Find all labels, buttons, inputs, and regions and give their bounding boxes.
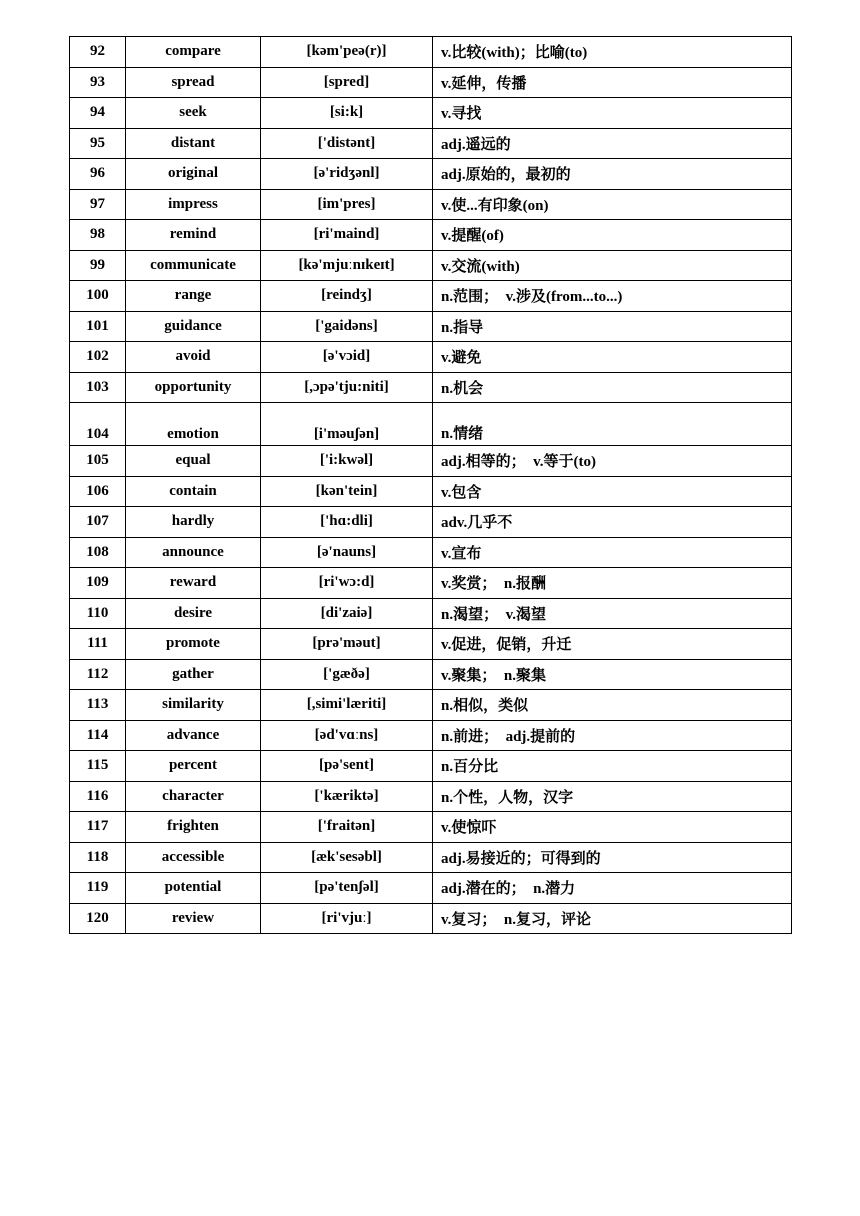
entry-word: seek — [126, 98, 261, 129]
entry-meaning: v.延伸，传播 — [433, 67, 792, 98]
entry-word: avoid — [126, 342, 261, 373]
entry-word: potential — [126, 873, 261, 904]
entry-phonetic: [spred] — [261, 67, 433, 98]
entry-number: 113 — [70, 690, 126, 721]
table-row — [70, 281, 792, 312]
entry-phonetic: [i'məuʃən] — [261, 403, 433, 446]
table-row — [70, 659, 792, 690]
entry-number: 105 — [70, 446, 126, 477]
entry-phonetic: [ri'wɔ:d] — [261, 568, 433, 599]
entry-meaning: adj.相等的； v.等于(to) — [433, 446, 792, 477]
entry-meaning: v.聚集； n.聚集 — [433, 659, 792, 690]
table-row — [70, 403, 792, 446]
entry-phonetic: [ri'vjuː] — [261, 903, 433, 934]
entry-word: accessible — [126, 842, 261, 873]
entry-meaning: v.包含 — [433, 476, 792, 507]
table-row — [70, 751, 792, 782]
entry-number: 97 — [70, 189, 126, 220]
entry-meaning: v.比较(with)；比喻(to) — [433, 37, 792, 68]
entry-meaning: n.百分比 — [433, 751, 792, 782]
entry-phonetic: ['distənt] — [261, 128, 433, 159]
entry-phonetic: [kəm'peə(r)] — [261, 37, 433, 68]
entry-word: contain — [126, 476, 261, 507]
entry-meaning: v.交流(with) — [433, 250, 792, 281]
entry-word: communicate — [126, 250, 261, 281]
entry-number: 111 — [70, 629, 126, 660]
entry-word: character — [126, 781, 261, 812]
entry-number: 120 — [70, 903, 126, 934]
entry-phonetic: [,ɔpə'tju:niti] — [261, 372, 433, 403]
entry-number: 107 — [70, 507, 126, 538]
entry-meaning: v.使惊吓 — [433, 812, 792, 843]
entry-meaning: v.提醒(of) — [433, 220, 792, 251]
entry-number: 93 — [70, 67, 126, 98]
entry-phonetic: [si:k] — [261, 98, 433, 129]
entry-phonetic: [pə'tenʃəl] — [261, 873, 433, 904]
table-row — [70, 812, 792, 843]
entry-meaning: n.范围； v.涉及(from...to...) — [433, 281, 792, 312]
entry-phonetic: [reindʒ] — [261, 281, 433, 312]
entry-meaning: n.机会 — [433, 372, 792, 403]
entry-meaning: v.奖赏； n.报酬 — [433, 568, 792, 599]
entry-meaning: n.情绪 — [433, 403, 792, 446]
entry-phonetic: [kən'tein] — [261, 476, 433, 507]
entry-meaning: v.促进，促销，升迁 — [433, 629, 792, 660]
entry-number: 118 — [70, 842, 126, 873]
entry-word: spread — [126, 67, 261, 98]
entry-word: review — [126, 903, 261, 934]
entry-meaning: n.个性，人物，汉字 — [433, 781, 792, 812]
entry-meaning: n.指导 — [433, 311, 792, 342]
entry-phonetic: ['kæriktə] — [261, 781, 433, 812]
entry-number: 112 — [70, 659, 126, 690]
entry-phonetic: [di'zaiə] — [261, 598, 433, 629]
table-row — [70, 781, 792, 812]
table-row — [70, 873, 792, 904]
table-row — [70, 629, 792, 660]
table-row — [70, 67, 792, 98]
table-row — [70, 311, 792, 342]
entry-meaning: n.渴望； v.渴望 — [433, 598, 792, 629]
entry-word: opportunity — [126, 372, 261, 403]
vocabulary-table — [69, 36, 792, 934]
entry-number: 104 — [70, 403, 126, 446]
entry-number: 106 — [70, 476, 126, 507]
entry-phonetic: ['gæðə] — [261, 659, 433, 690]
entry-phonetic: [ə'ridʒənl] — [261, 159, 433, 190]
entry-phonetic: [ə'nauns] — [261, 537, 433, 568]
entry-number: 117 — [70, 812, 126, 843]
entry-meaning: n.相似，类似 — [433, 690, 792, 721]
entry-number: 109 — [70, 568, 126, 599]
entry-word: hardly — [126, 507, 261, 538]
entry-phonetic: [ri'maind] — [261, 220, 433, 251]
table-row — [70, 842, 792, 873]
entry-phonetic: [əd'vɑːns] — [261, 720, 433, 751]
entry-meaning: v.宣布 — [433, 537, 792, 568]
entry-word: announce — [126, 537, 261, 568]
entry-word: emotion — [126, 403, 261, 446]
entry-number: 96 — [70, 159, 126, 190]
table-row — [70, 720, 792, 751]
entry-word: reward — [126, 568, 261, 599]
entry-number: 116 — [70, 781, 126, 812]
entry-number: 103 — [70, 372, 126, 403]
entry-number: 119 — [70, 873, 126, 904]
entry-word: guidance — [126, 311, 261, 342]
entry-number: 102 — [70, 342, 126, 373]
entry-number: 99 — [70, 250, 126, 281]
vocabulary-table-body — [70, 37, 792, 934]
entry-number: 94 — [70, 98, 126, 129]
table-row — [70, 568, 792, 599]
entry-word: gather — [126, 659, 261, 690]
entry-word: frighten — [126, 812, 261, 843]
entry-word: desire — [126, 598, 261, 629]
entry-meaning: adv.几乎不 — [433, 507, 792, 538]
entry-meaning: adj.易接近的；可得到的 — [433, 842, 792, 873]
entry-meaning: adj.原始的，最初的 — [433, 159, 792, 190]
table-row — [70, 98, 792, 129]
table-row — [70, 598, 792, 629]
entry-meaning: v.使...有印象(on) — [433, 189, 792, 220]
entry-meaning: v.寻找 — [433, 98, 792, 129]
table-row — [70, 37, 792, 68]
entry-word: range — [126, 281, 261, 312]
entry-phonetic: [prə'məut] — [261, 629, 433, 660]
table-row — [70, 342, 792, 373]
entry-number: 108 — [70, 537, 126, 568]
entry-phonetic: [kə'mjuːnɪkeɪt] — [261, 250, 433, 281]
entry-meaning: adj.潜在的； n.潜力 — [433, 873, 792, 904]
entry-phonetic: ['fraitən] — [261, 812, 433, 843]
table-row — [70, 159, 792, 190]
table-row — [70, 250, 792, 281]
entry-meaning: v.复习； n.复习，评论 — [433, 903, 792, 934]
table-row — [70, 507, 792, 538]
entry-phonetic: [,simi'læriti] — [261, 690, 433, 721]
entry-phonetic: ['i:kwəl] — [261, 446, 433, 477]
entry-phonetic: ['gaidəns] — [261, 311, 433, 342]
entry-meaning: n.前进； adj.提前的 — [433, 720, 792, 751]
entry-phonetic: [im'pres] — [261, 189, 433, 220]
entry-phonetic: [æk'sesəbl] — [261, 842, 433, 873]
entry-number: 100 — [70, 281, 126, 312]
entry-number: 115 — [70, 751, 126, 782]
table-row — [70, 372, 792, 403]
entry-word: promote — [126, 629, 261, 660]
entry-phonetic: [ə'vɔid] — [261, 342, 433, 373]
table-row — [70, 128, 792, 159]
table-row — [70, 189, 792, 220]
table-row — [70, 220, 792, 251]
table-row — [70, 476, 792, 507]
entry-phonetic: [pə'sent] — [261, 751, 433, 782]
table-row — [70, 690, 792, 721]
entry-word: equal — [126, 446, 261, 477]
entry-meaning: adj.遥远的 — [433, 128, 792, 159]
entry-number: 110 — [70, 598, 126, 629]
table-row — [70, 446, 792, 477]
entry-number: 95 — [70, 128, 126, 159]
entry-number: 92 — [70, 37, 126, 68]
entry-word: original — [126, 159, 261, 190]
entry-word: advance — [126, 720, 261, 751]
table-row — [70, 537, 792, 568]
entry-word: percent — [126, 751, 261, 782]
entry-number: 101 — [70, 311, 126, 342]
entry-number: 114 — [70, 720, 126, 751]
entry-phonetic: ['hɑ:dli] — [261, 507, 433, 538]
table-row — [70, 903, 792, 934]
entry-word: remind — [126, 220, 261, 251]
entry-word: similarity — [126, 690, 261, 721]
entry-meaning: v.避免 — [433, 342, 792, 373]
entry-word: distant — [126, 128, 261, 159]
entry-word: impress — [126, 189, 261, 220]
entry-word: compare — [126, 37, 261, 68]
entry-number: 98 — [70, 220, 126, 251]
